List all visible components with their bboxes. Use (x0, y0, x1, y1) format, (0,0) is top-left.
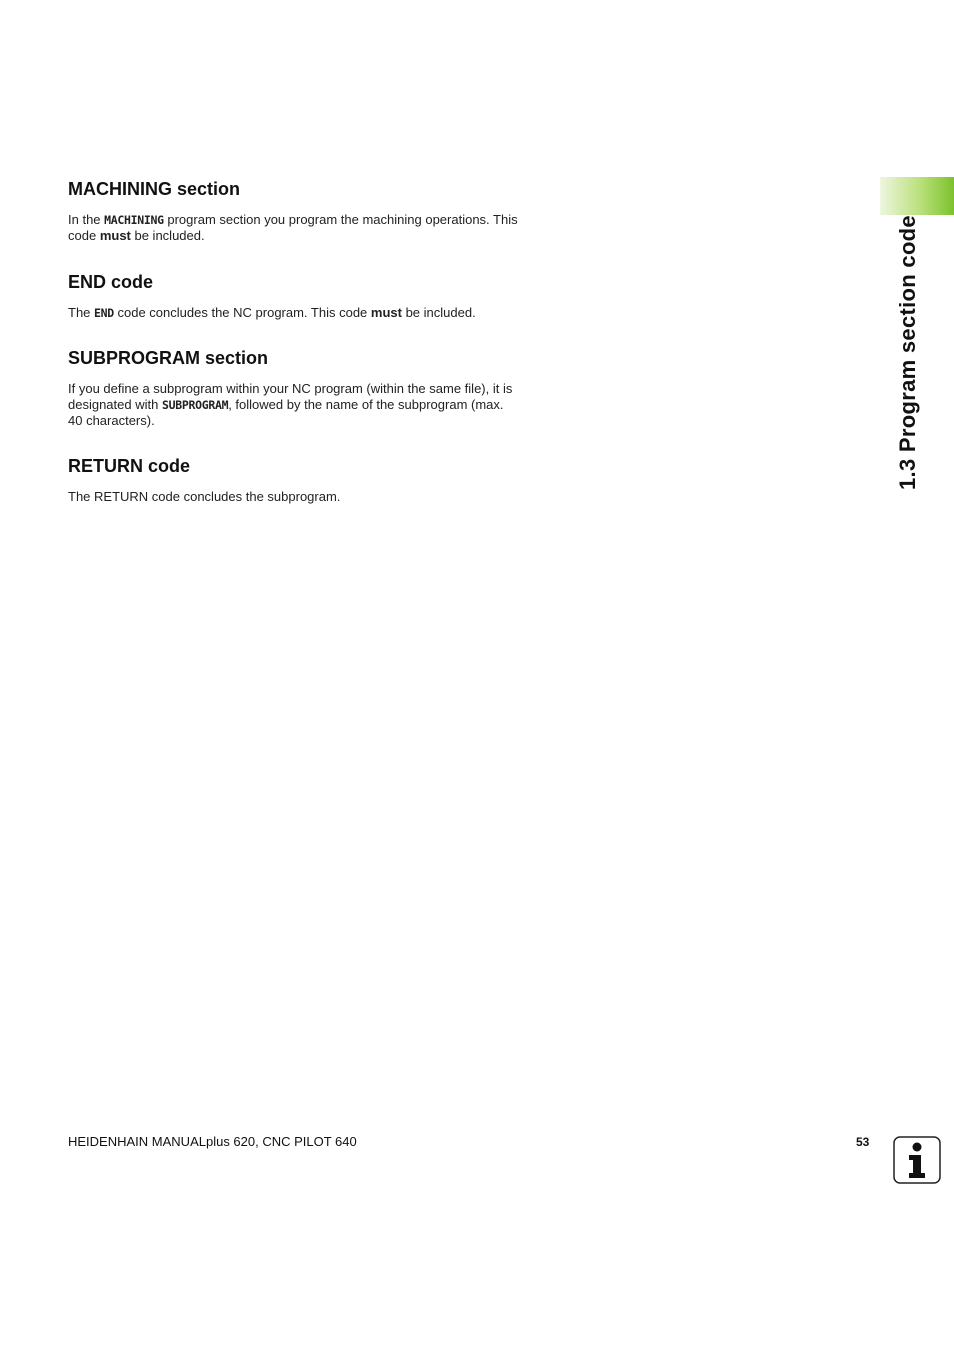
body-text: be included. (401, 305, 476, 320)
machining-section (68, 178, 518, 244)
section-heading: RETURN code (68, 456, 191, 476)
body-text: program section you program the machining operations. This code (68, 212, 518, 243)
subprogram-section (68, 347, 518, 429)
return-section (68, 455, 518, 505)
end-section (68, 271, 518, 321)
section-body (68, 305, 518, 321)
body-text: be included. (130, 228, 205, 243)
code-keyword: MACHINING (104, 213, 164, 227)
emphasis: must (370, 305, 402, 320)
section-body (68, 489, 518, 505)
body-text: , followed by the name of the subprogram (max. 40 characters). (68, 397, 504, 428)
section-body (68, 212, 518, 244)
body-text: In the (68, 212, 105, 227)
emphasis: must (99, 228, 131, 243)
section-heading: END code (68, 272, 154, 292)
section-heading: MACHINING section (68, 179, 241, 199)
section-body (68, 381, 518, 429)
code-keyword: END (94, 306, 114, 320)
body-text: code concludes the NC program. This code (113, 305, 371, 320)
body-text: If you define a subprogram within your NC program (within the same file), it is designated with (68, 381, 513, 412)
body-text: The (68, 305, 95, 320)
manual-title: HEIDENHAIN MANUALplus 620, CNC PILOT 640 (68, 1134, 357, 1149)
info-icon (893, 1136, 941, 1184)
section-heading: SUBPROGRAM section (68, 348, 269, 368)
page-number: 53 (856, 1135, 870, 1149)
chapter-title: 1.3 Program section code (895, 215, 920, 490)
body-text: The RETURN code concludes the subprogram. (68, 489, 341, 504)
code-keyword: SUBPROGRAM (161, 398, 229, 412)
